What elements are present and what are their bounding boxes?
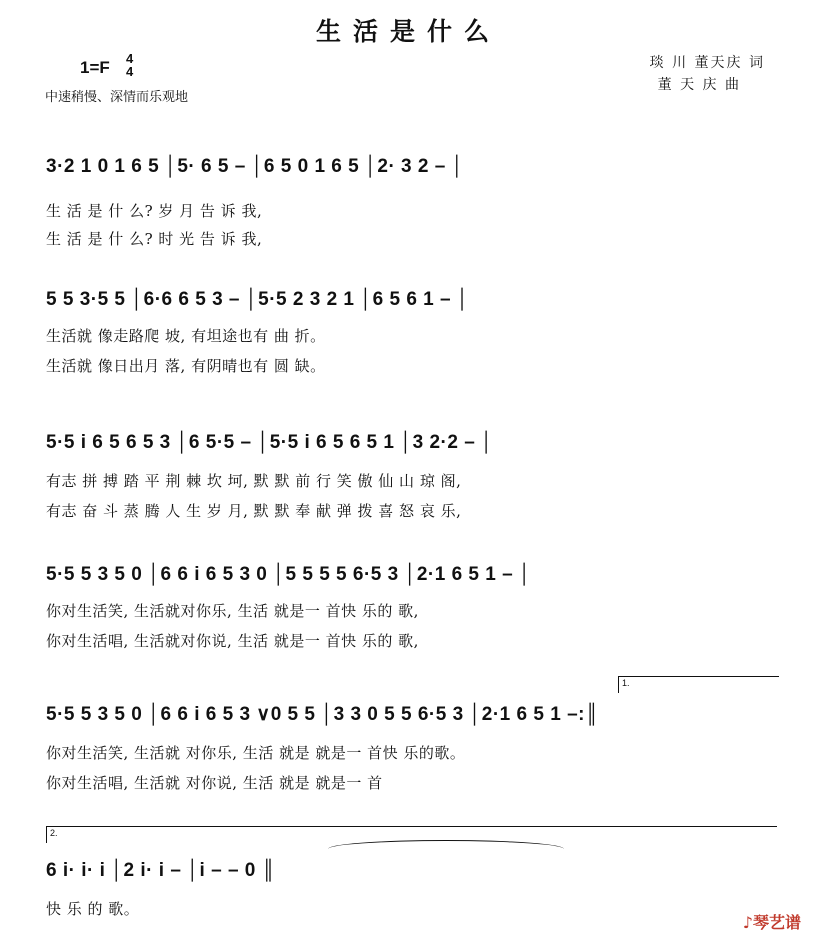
tempo-marking: 中速稍慢、深情而乐观地	[45, 90, 189, 105]
lyric-row-6-verse-1: 快 乐 的 歌。	[46, 900, 140, 918]
notation-row-6: 6 i· i· i │2 i· i – │i – – 0 ║	[46, 860, 276, 881]
lyric-row-2-verse-1: 生活就 像走路爬 坡, 有坦途也有 曲 折。	[46, 327, 326, 345]
volta-first-bracket	[618, 676, 779, 693]
time-signature	[126, 52, 133, 78]
lyric-row-4-verse-2: 你对生活唱, 生活就对你说, 生活 就是一 首快 乐的 歌,	[46, 632, 419, 650]
song-title: 生活是什么	[315, 17, 501, 46]
lyricist-credit: 琰 川 董天庆 词	[649, 55, 765, 71]
lyric-row-5-verse-2: 你对生活唱, 生活就 对你说, 生活 就是 就是一 首	[46, 774, 383, 792]
lyric-row-2-verse-2: 生活就 像日出月 落, 有阴晴也有 圆 缺。	[46, 357, 326, 375]
watermark-text: 琴艺谱	[752, 913, 801, 932]
lyric-row-1-verse-2: 生 活 是 什 么? 时 光 告 诉 我,	[46, 230, 263, 248]
lyric-row-1-verse-1: 生 活 是 什 么? 岁 月 告 诉 我,	[46, 202, 263, 220]
lyric-row-4-verse-1: 你对生活笑, 生活就对你乐, 生活 就是一 首快 乐的 歌,	[46, 602, 419, 620]
notation-row-5: 5·5 5 3 5 0 │6 6 i 6 5 3 ∨0 5 5 │3 3 0 5 5 6·5 3 │2·1 6 5 1 –:║	[46, 704, 599, 725]
composer-credit: 董 天 庆 曲	[657, 77, 741, 93]
time-sig-top: 4	[126, 51, 134, 66]
notation-row-4: 5·5 5 3 5 0 │6 6 i 6 5 3 0 │5 5 5 5 6·5 3 │2·1 6 5 1 – │	[46, 564, 532, 585]
watermark-logo	[743, 910, 801, 933]
credits	[650, 52, 765, 96]
notation-row-3: 5·5 i 6 5 6 5 3 │6 5·5 – │5·5 i 6 5 6 5 1 │3 2·2 – │	[46, 432, 494, 453]
lyric-row-3-verse-2: 有志 奋 斗 蒸 腾 人 生 岁 月, 默 默 奉 献 弹 拨 喜 怒 哀 乐,	[46, 502, 462, 520]
lyric-row-5-verse-1: 你对生活笑, 生活就 对你乐, 生活 就是 就是一 首快 乐的歌。	[46, 744, 466, 762]
logo-icon: ♪	[742, 913, 753, 932]
volta-first-label: 1.	[622, 678, 630, 688]
key-signature: 1=F	[80, 58, 110, 77]
notation-row-1: 3·2 1 0 1 6 5 │5· 6 5 – │6 5 0 1 6 5 │2· 3 2 – │	[46, 156, 464, 177]
notation-row-2: 5 5 3·5 5 │6·6 6 5 3 – │5·5 2 3 2 1 │6 5 6 1 – │	[46, 289, 470, 310]
volta-second-label: 2.	[50, 828, 58, 838]
time-sig-bottom: 4	[126, 64, 134, 79]
lyric-row-3-verse-1: 有志 拼 搏 踏 平 荆 棘 坎 坷, 默 默 前 行 笑 傲 仙 山 琼 阁,	[46, 472, 462, 490]
